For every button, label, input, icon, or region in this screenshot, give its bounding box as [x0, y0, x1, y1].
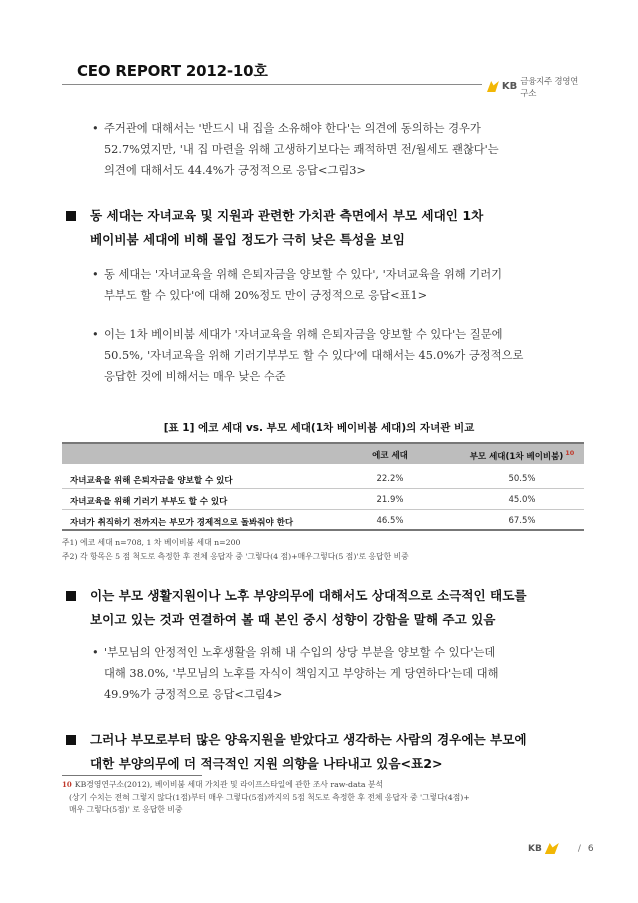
table-row: [62, 489, 584, 510]
bullet-dot-icon: •: [92, 268, 99, 281]
bullet-item: [92, 264, 582, 306]
kb-star-icon: [487, 81, 499, 92]
bullet-line: 50.5%, '자녀교육을 위해 기러기부부도 할 수 있다'에 대해서는 45.0%가 긍정적으로: [104, 349, 524, 362]
bullet-line: 대해 38.0%, '부모님의 노후를 자식이 책임지고 부양하는 게 당연하다'는데 대해: [104, 667, 499, 680]
bullet-dot-icon: •: [92, 328, 99, 341]
heading-line: 대한 부양의무에 더 적극적인 지원 의향을 나타내고 있음<표2>: [90, 756, 443, 771]
table-note: 주2) 각 항목은 5 점 척도로 측정한 후 전체 응답자 중 '그렇다(4 점)+매우그렇다(5 점)'로 응답한 비중: [62, 552, 409, 561]
bullet-line: 이는 1차 베이비붐 세대가 '자녀교육을 위해 은퇴자금을 양보할 수 있다'는 질문에: [104, 328, 503, 341]
brand-sub: 금융지주 경영연구소: [520, 76, 579, 99]
table-row: [62, 468, 584, 489]
col-header-parent: 부모 세대(1차 베이비붐) $^{10}$: [469, 449, 575, 462]
bullet-line: 동 세대는 '자녀교육을 위해 은퇴자금을 양보할 수 있다', '자녀교육을 위해 기러기: [104, 268, 503, 281]
comparison-table: [62, 442, 584, 531]
bullet-line: 주거관에 대해서는 '반드시 내 집을 소유해야 한다'는 의견에 동의하는 경우가: [104, 122, 481, 135]
section-heading: [66, 204, 586, 252]
heading-line: 보이고 있는 것과 연결하여 볼 때 본인 중시 성향이 강함을 말해 주고 있음: [90, 612, 496, 627]
section-heading: [66, 728, 586, 776]
footnote-number: 10: [62, 780, 72, 789]
bullet-dot-icon: •: [92, 646, 99, 659]
bullet-line: 49.9%가 긍정적으로 응답<그림4>: [104, 688, 283, 701]
footer-brand-kb: KB: [528, 843, 542, 854]
cell-parent: 50.5%: [508, 474, 536, 484]
cell-echo: 21.9%: [376, 495, 404, 505]
footer-separator: /: [577, 843, 581, 854]
cell-echo: 22.2%: [376, 474, 404, 484]
heading-line: 베이비붐 세대에 비해 몰입 정도가 극히 낮은 특성을 보임: [90, 232, 405, 247]
kb-star-icon: [545, 843, 559, 854]
bullet-item: [92, 118, 582, 181]
footnote-rule: [62, 775, 202, 776]
footnote-line: KB경영연구소(2012), 베이비붐 세대 가치관 및 라이프스타일에 관한 조사 raw-data 분석: [74, 780, 384, 789]
brand-kb: KB: [501, 81, 518, 92]
bullet-line: '부모님의 안정적인 노후생활을 위해 내 수입의 상당 부분을 양보할 수 있다'는데: [104, 646, 496, 659]
bullet-text: [92, 118, 582, 181]
bullet-dot-icon: •: [92, 122, 99, 135]
section-heading: [66, 584, 586, 632]
table-row: [62, 510, 584, 531]
square-bullet-icon: [66, 211, 76, 221]
row-label: 자녀교육을 위해 기러기 부부도 할 수 있다: [70, 497, 228, 507]
table-caption: [표 1] 에코 세대 vs. 부모 세대(1차 베이비붐 세대)의 자녀관 비교: [163, 422, 475, 434]
row-label: 자녀가 취직하기 전까지는 부모가 경제적으로 돌봐줘야 한다: [70, 518, 294, 528]
table-note: 주1) 에코 세대 n=708, 1 차 베이비붐 세대 n=200: [62, 538, 241, 547]
cell-echo: 46.5%: [376, 516, 404, 526]
header-brand-logo: [487, 76, 583, 99]
bullet-item: [92, 324, 582, 387]
col-header-echo: 에코 세대: [372, 451, 408, 461]
cell-parent: 45.0%: [508, 495, 536, 505]
page-footer: [528, 843, 594, 854]
square-bullet-icon: [66, 591, 76, 601]
footnote-line: (상기 수치는 전혀 그렇지 않다(1점)부터 매우 그렇다(5점)까지의 5점 척도로 측정한 후 전체 응답자 중 '그렇다(4점)+: [69, 792, 470, 802]
heading-line: 동 세대는 자녀교육 및 지원과 관련한 가치관 측면에서 부모 세대인 1차: [90, 208, 484, 223]
page-number: 6: [587, 843, 594, 854]
bullet-line: 의견에 대해서도 44.4%가 긍정적으로 응답<그림3>: [104, 164, 366, 177]
heading-line: 그러나 부모로부터 많은 양육지원을 받았다고 생각하는 사람의 경우에는 부모에: [90, 732, 527, 747]
header-rule: [62, 84, 482, 85]
row-label: 자녀교육을 위해 은퇴자금을 양보할 수 있다: [70, 476, 233, 486]
bullet-line: 부부도 할 수 있다'에 대해 20%정도 만이 긍정적으로 응답<표1>: [104, 289, 428, 302]
report-title: CEO REPORT 2012-10호: [77, 62, 268, 80]
bullet-item: [92, 642, 582, 705]
footnote-ref: 10: [565, 449, 575, 457]
bullet-line: 52.7%였지만, '내 집 마련을 위해 고생하기보다는 쾌적하면 전/월세도 괜찮다'는: [104, 143, 499, 156]
cell-parent: 67.5%: [508, 516, 536, 526]
heading-line: 이는 부모 생활지원이나 노후 부양의무에 대해서도 상대적으로 소극적인 태도를: [90, 588, 527, 603]
table-header: [62, 444, 584, 464]
footnote: [62, 779, 587, 817]
square-bullet-icon: [66, 735, 76, 745]
bullet-line: 응답한 것에 비해서는 매우 낮은 수준: [104, 370, 286, 383]
footnote-line: 매우 그렇다(5점)' 로 응답한 비중: [69, 805, 183, 814]
